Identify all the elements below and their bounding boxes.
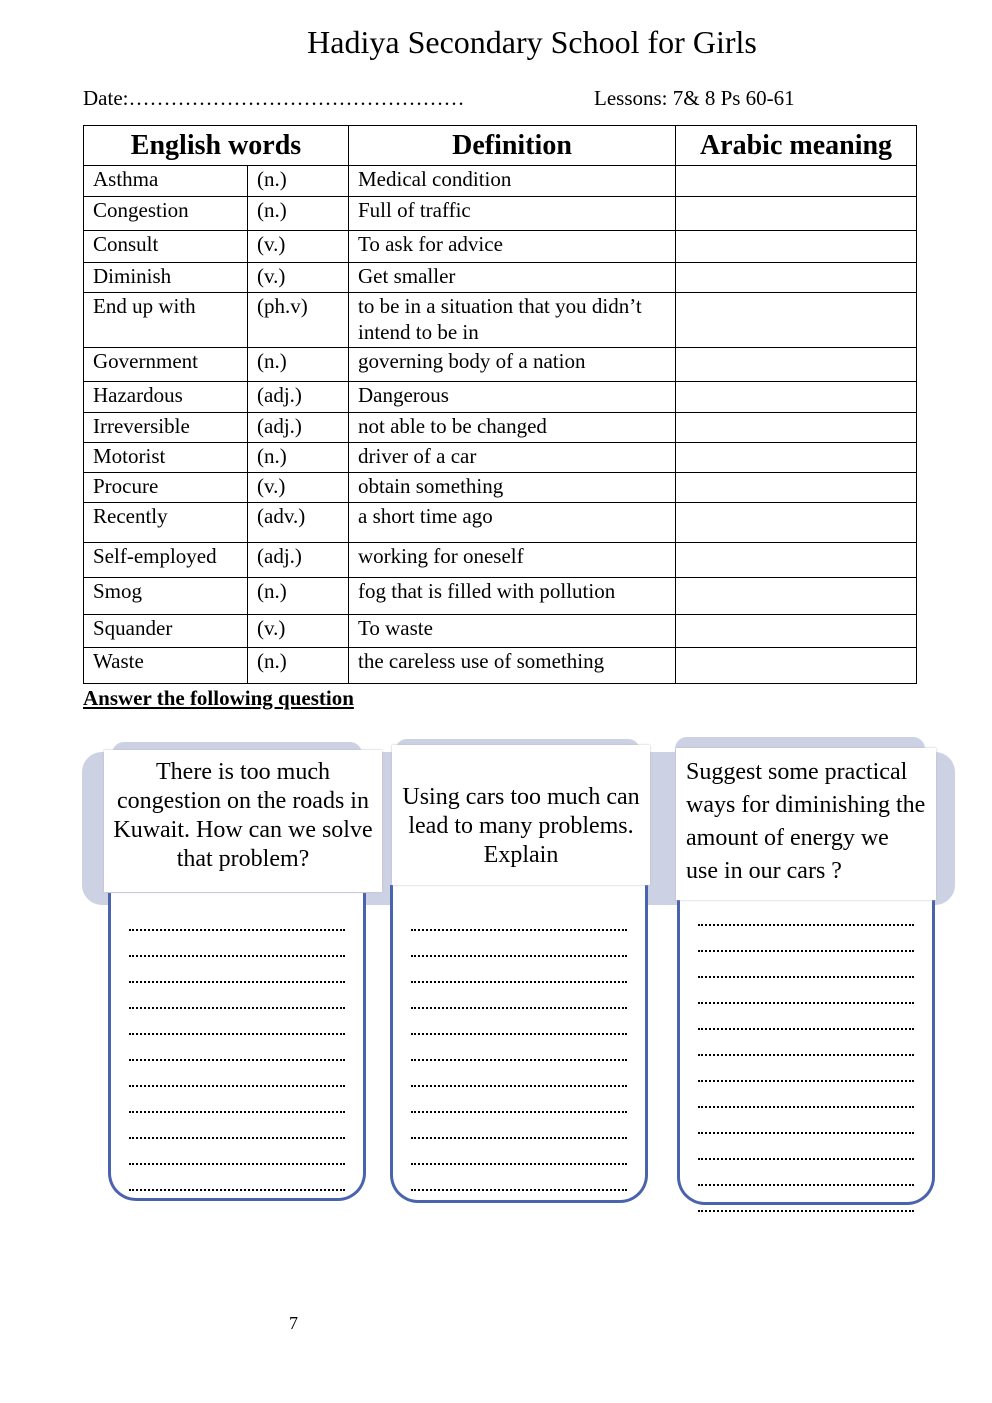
answer-line[interactable] bbox=[129, 1061, 345, 1087]
part-of-speech: (n.) bbox=[248, 443, 349, 473]
table-row bbox=[84, 473, 917, 503]
english-word: Smog bbox=[84, 578, 248, 615]
answer-line[interactable] bbox=[129, 931, 345, 957]
question-text: Suggest some practical ways for diminishing the amount of energy we use in our cars ? bbox=[686, 759, 926, 884]
answer-line[interactable] bbox=[411, 1113, 627, 1139]
answer-line[interactable] bbox=[698, 1056, 914, 1082]
answer-line[interactable] bbox=[129, 1009, 345, 1035]
arabic-meaning-cell[interactable] bbox=[676, 197, 917, 231]
answer-line[interactable] bbox=[129, 1087, 345, 1113]
table-row bbox=[84, 348, 917, 382]
header-english-words: English words bbox=[84, 126, 349, 166]
definition: Dangerous bbox=[349, 382, 676, 413]
arabic-meaning-cell[interactable] bbox=[676, 648, 917, 684]
answer-line[interactable] bbox=[411, 1087, 627, 1113]
answer-line[interactable] bbox=[411, 1165, 627, 1191]
answer-heading: Answer the following question bbox=[83, 686, 354, 710]
english-word: Consult bbox=[84, 231, 248, 263]
answer-line[interactable] bbox=[411, 1009, 627, 1035]
table-row bbox=[84, 578, 917, 615]
answer-line[interactable] bbox=[698, 1160, 914, 1186]
answer-line[interactable] bbox=[698, 978, 914, 1004]
part-of-speech: (v.) bbox=[248, 615, 349, 648]
part-of-speech: (v.) bbox=[248, 473, 349, 503]
definition: not able to be changed bbox=[349, 413, 676, 443]
answer-line[interactable] bbox=[411, 1061, 627, 1087]
part-of-speech: (v.) bbox=[248, 231, 349, 263]
definition: Full of traffic bbox=[349, 197, 676, 231]
vocabulary-table bbox=[83, 125, 917, 684]
part-of-speech: (adv.) bbox=[248, 503, 349, 543]
answer-box-1[interactable] bbox=[108, 893, 366, 1201]
question-card-2 bbox=[392, 745, 650, 885]
english-word: Self-employed bbox=[84, 543, 248, 578]
arabic-meaning-cell[interactable] bbox=[676, 443, 917, 473]
part-of-speech: (ph.v) bbox=[248, 293, 349, 348]
answer-line[interactable] bbox=[698, 1186, 914, 1212]
english-word: Recently bbox=[84, 503, 248, 543]
table-row bbox=[84, 197, 917, 231]
lessons-label: Lessons: 7& 8 Ps 60-61 bbox=[594, 86, 795, 110]
answer-line[interactable] bbox=[698, 1108, 914, 1134]
definition: fog that is filled with pollution bbox=[349, 578, 676, 615]
definition: To ask for advice bbox=[349, 231, 676, 263]
date-field: Date:………………………………………… bbox=[83, 86, 465, 110]
answer-line[interactable] bbox=[698, 1134, 914, 1160]
english-word: Irreversible bbox=[84, 413, 248, 443]
answer-line[interactable] bbox=[411, 1139, 627, 1165]
part-of-speech: (n.) bbox=[248, 648, 349, 684]
english-word: Squander bbox=[84, 615, 248, 648]
answer-line[interactable] bbox=[698, 1030, 914, 1056]
english-word: Asthma bbox=[84, 166, 248, 197]
table-row bbox=[84, 382, 917, 413]
part-of-speech: (n.) bbox=[248, 197, 349, 231]
header-definition: Definition bbox=[349, 126, 676, 166]
answer-line[interactable] bbox=[698, 926, 914, 952]
answer-line[interactable] bbox=[698, 952, 914, 978]
definition: a short time ago bbox=[349, 503, 676, 543]
arabic-meaning-cell[interactable] bbox=[676, 413, 917, 443]
arabic-meaning-cell[interactable] bbox=[676, 473, 917, 503]
part-of-speech: (n.) bbox=[248, 578, 349, 615]
definition: to be in a situation that you didn’t intend to be in bbox=[349, 293, 676, 348]
english-word: Motorist bbox=[84, 443, 248, 473]
table-row bbox=[84, 231, 917, 263]
part-of-speech: (adj.) bbox=[248, 543, 349, 578]
english-word: Congestion bbox=[84, 197, 248, 231]
answer-box-2[interactable] bbox=[390, 885, 648, 1203]
english-word: Government bbox=[84, 348, 248, 382]
answer-line[interactable] bbox=[411, 1035, 627, 1061]
answer-line[interactable] bbox=[411, 957, 627, 983]
answer-line[interactable] bbox=[129, 1113, 345, 1139]
arabic-meaning-cell[interactable] bbox=[676, 166, 917, 197]
part-of-speech: (adj.) bbox=[248, 382, 349, 413]
question-text: Using cars too much can lead to many problems. Explain bbox=[402, 784, 640, 868]
answer-box-3[interactable] bbox=[677, 880, 935, 1205]
question-text: There is too much congestion on the roads in Kuwait. How can we solve that problem? bbox=[113, 759, 373, 872]
definition: governing body of a nation bbox=[349, 348, 676, 382]
table-row bbox=[84, 166, 917, 197]
definition: working for oneself bbox=[349, 543, 676, 578]
part-of-speech: (n.) bbox=[248, 166, 349, 197]
english-word: Procure bbox=[84, 473, 248, 503]
answer-line[interactable] bbox=[129, 983, 345, 1009]
english-word: End up with bbox=[84, 293, 248, 348]
question-card-3 bbox=[676, 748, 936, 900]
table-row bbox=[84, 615, 917, 648]
part-of-speech: (n.) bbox=[248, 348, 349, 382]
header-arabic-meaning: Arabic meaning bbox=[676, 126, 917, 166]
table-row bbox=[84, 293, 917, 348]
arabic-meaning-cell[interactable] bbox=[676, 615, 917, 648]
english-word: Diminish bbox=[84, 263, 248, 293]
answer-line[interactable] bbox=[129, 1165, 345, 1191]
arabic-meaning-cell[interactable] bbox=[676, 348, 917, 382]
answer-line[interactable] bbox=[129, 1139, 345, 1165]
definition: To waste bbox=[349, 615, 676, 648]
arabic-meaning-cell[interactable] bbox=[676, 503, 917, 543]
answer-line[interactable] bbox=[698, 900, 914, 926]
definition: driver of a car bbox=[349, 443, 676, 473]
answer-line[interactable] bbox=[411, 905, 627, 931]
arabic-meaning-cell[interactable] bbox=[676, 578, 917, 615]
table-row bbox=[84, 503, 917, 543]
table-row bbox=[84, 413, 917, 443]
answer-line[interactable] bbox=[129, 905, 345, 931]
table-row bbox=[84, 263, 917, 293]
answer-line[interactable] bbox=[129, 1035, 345, 1061]
table-row bbox=[84, 648, 917, 684]
arabic-meaning-cell[interactable] bbox=[676, 231, 917, 263]
answer-line[interactable] bbox=[411, 931, 627, 957]
arabic-meaning-cell[interactable] bbox=[676, 293, 917, 348]
table-row bbox=[84, 443, 917, 473]
answer-line[interactable] bbox=[411, 983, 627, 1009]
part-of-speech: (v.) bbox=[248, 263, 349, 293]
arabic-meaning-cell[interactable] bbox=[676, 382, 917, 413]
english-word: Hazardous bbox=[84, 382, 248, 413]
part-of-speech: (adj.) bbox=[248, 413, 349, 443]
answer-line[interactable] bbox=[698, 1082, 914, 1108]
answer-line[interactable] bbox=[129, 957, 345, 983]
definition: obtain something bbox=[349, 473, 676, 503]
question-card-1 bbox=[104, 750, 382, 892]
arabic-meaning-cell[interactable] bbox=[676, 543, 917, 578]
arabic-meaning-cell[interactable] bbox=[676, 263, 917, 293]
definition: the careless use of something bbox=[349, 648, 676, 684]
definition: Get smaller bbox=[349, 263, 676, 293]
english-word: Waste bbox=[84, 648, 248, 684]
definition: Medical condition bbox=[349, 166, 676, 197]
table-row bbox=[84, 543, 917, 578]
page-title: Hadiya Secondary School for Girls bbox=[307, 24, 757, 60]
page-number: 7 bbox=[289, 1313, 298, 1333]
answer-line[interactable] bbox=[698, 1004, 914, 1030]
